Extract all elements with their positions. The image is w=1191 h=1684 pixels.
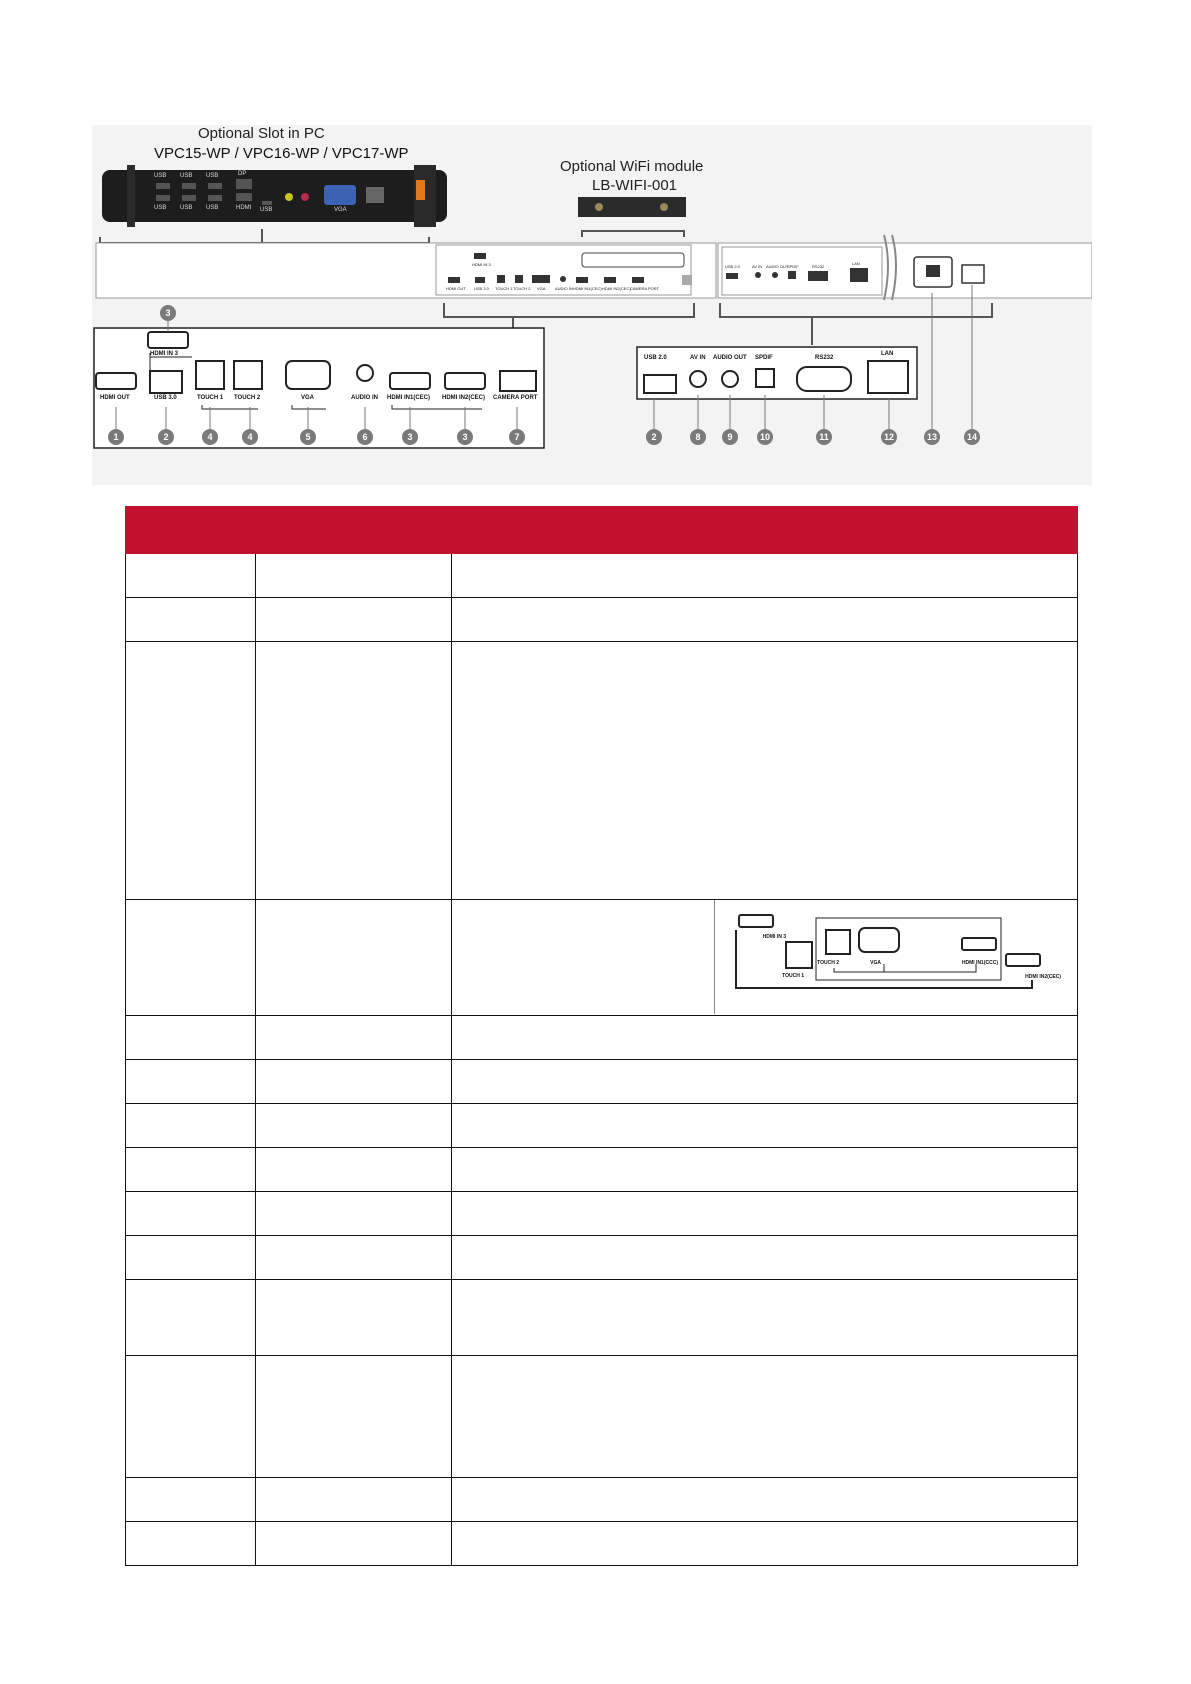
header-cell — [126, 507, 256, 554]
callout: 3 — [402, 429, 418, 445]
table-row — [126, 1478, 1078, 1522]
lan-label: LAN — [881, 351, 894, 357]
callout: 5 — [300, 429, 316, 445]
callout: 13 — [924, 429, 940, 445]
pc-slot-title: Optional Slot in PC — [198, 125, 325, 142]
table-row — [126, 1104, 1078, 1148]
callout: 4 — [242, 429, 258, 445]
callout: 2 — [158, 429, 174, 445]
pc-port-label: HDMI — [236, 205, 252, 211]
table-row — [126, 1280, 1078, 1356]
table-row — [126, 642, 1078, 900]
callout: 4 — [202, 429, 218, 445]
chassis-port-label: AUDIO OUT — [766, 264, 789, 269]
usb30-label: USB 3.0 — [154, 395, 177, 401]
chassis-port-label: AUDIO IN — [555, 286, 573, 291]
callout: 14 — [964, 429, 980, 445]
audio-in-label: AUDIO IN — [351, 395, 378, 401]
connector-diagram — [92, 125, 1092, 485]
header-cell — [256, 507, 452, 554]
callout: 10 — [757, 429, 773, 445]
table-row — [126, 1148, 1078, 1192]
table-row — [126, 1236, 1078, 1280]
wifi-title: Optional WiFi module — [560, 158, 704, 175]
chassis-port-label: USB 2.0 — [725, 264, 740, 269]
pc-models: VPC15-WP / VPC16-WP / VPC17-WP — [154, 145, 409, 162]
inset-hdmi-in2-label: HDMI IN2(CEC) — [1025, 974, 1061, 980]
hdmi-out-label: HDMI OUT — [100, 395, 130, 401]
pc-port-label: USB — [260, 207, 273, 213]
chassis-port-label: HDMI IN1(CEC) — [573, 286, 602, 291]
callout-hdmi-in3: 3 — [160, 305, 176, 321]
wifi-module — [578, 197, 686, 217]
wifi-model: LB-WIFI-001 — [592, 177, 678, 194]
callout: 8 — [690, 429, 706, 445]
chassis-port-label: RS232 — [812, 264, 825, 269]
table-row — [126, 900, 1078, 1016]
table-header-row — [126, 507, 1078, 554]
pc-port-label: USB — [206, 205, 219, 211]
inset-cell — [452, 900, 1078, 1016]
pc-port-label: DP — [238, 171, 247, 177]
callout: 11 — [816, 429, 832, 445]
table-row — [126, 1356, 1078, 1478]
vga-label: VGA — [301, 395, 315, 401]
usb20-label: USB 2.0 — [644, 355, 667, 361]
pc-port-label: USB — [180, 205, 193, 211]
inset-touch2-label: TOUCH 2 — [817, 960, 839, 966]
touch1-label: TOUCH 1 — [197, 395, 224, 401]
chassis-port-label: TOUCH 1 — [495, 286, 513, 291]
table-row — [126, 1060, 1078, 1104]
pc-port-label: USB — [154, 205, 167, 211]
header-cell — [452, 507, 1078, 554]
table-row — [126, 1192, 1078, 1236]
callout: 7 — [509, 429, 525, 445]
touch2-label: TOUCH 2 — [234, 395, 261, 401]
chassis-port-label: HDMI OUT — [446, 286, 466, 291]
chassis-port-label: CAMERA PORT — [630, 286, 660, 291]
callout: 9 — [722, 429, 738, 445]
spdif-label: SPDIF — [755, 355, 773, 361]
table-row — [126, 554, 1078, 598]
table-row — [126, 1522, 1078, 1566]
chassis-port-label: HDMI IN2(CEC) — [602, 286, 631, 291]
chassis-port-label: HDMI IN 3 — [472, 262, 491, 267]
chassis-port-label: USB 3.0 — [474, 286, 489, 291]
inset-hdmi-in1-label: HDMI IN1(CCC) — [961, 960, 998, 966]
hdmi-in1-label: HDMI IN1(CEC) — [387, 395, 430, 401]
pc-port-label: USB — [180, 173, 193, 179]
pc-port-label: USB — [206, 173, 219, 179]
av-in-label: AV IN — [690, 355, 706, 361]
hdmi-in3-label: HDMI IN 3 — [150, 351, 179, 357]
audio-out-label: AUDIO OUT — [713, 355, 747, 361]
inset-vga-label: VGA — [870, 960, 881, 966]
camera-port-label: CAMERA PORT — [493, 395, 538, 401]
chassis-port-label: TOUCH 2 — [513, 286, 531, 291]
chassis-port-label: VGA — [537, 286, 546, 291]
pc-port-label: VGA — [334, 207, 347, 213]
chassis-port-label: AV IN — [752, 264, 763, 269]
chassis-port-label: LAN — [852, 261, 860, 266]
callout: 3 — [457, 429, 473, 445]
inset-diagram — [714, 900, 1077, 1014]
inset-hdmi-in3-label: HDMI IN 3 — [762, 934, 786, 940]
callout: 2 — [646, 429, 662, 445]
callout: 6 — [357, 429, 373, 445]
callout: 12 — [881, 429, 897, 445]
rs232-label: RS232 — [815, 355, 834, 361]
hdmi-in2-label: HDMI IN2(CEC) — [442, 395, 485, 401]
chassis-port-label: SPDIF — [787, 264, 799, 269]
spec-table — [125, 506, 1078, 1566]
callout: 1 — [108, 429, 124, 445]
pc-port-label: USB — [154, 173, 167, 179]
table-row — [126, 598, 1078, 642]
inset-touch1-label: TOUCH 1 — [782, 973, 804, 979]
table-row — [126, 1016, 1078, 1060]
